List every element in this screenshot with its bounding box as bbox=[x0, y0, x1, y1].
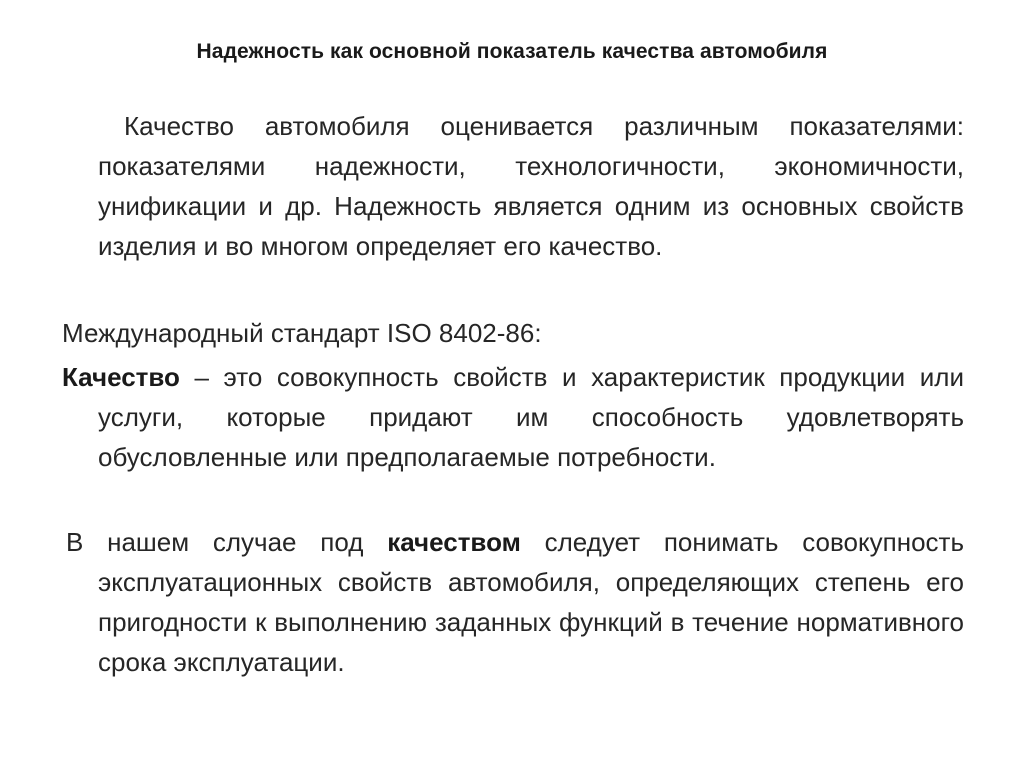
definition-term: Качество bbox=[62, 362, 180, 392]
definition-text: – это совокупность свойств и характеристик продукции или услуги, которые придают им способность удовлетворять обусловленные или предполагаемые потребности. bbox=[98, 362, 964, 472]
definition-paragraph bbox=[62, 357, 964, 477]
quality-text-before: В нашем случае под bbox=[66, 527, 388, 557]
intro-paragraph: Качество автомобиля оценивается различным показателями: показателями надежности, технологичности, экономичности, унификации и др. Надежность является одним из основных свойств изделия и во многом определяет его качество. bbox=[98, 111, 964, 261]
quality-paragraph bbox=[66, 522, 964, 682]
slide-title: Надежность как основной показатель качества автомобиля bbox=[196, 40, 828, 63]
quality-text-after: следует понимать совокупность эксплуатационных свойств автомобиля, определяющих степень его пригодности к выполнению заданных функций в течение нормативного срока эксплуатации. bbox=[98, 527, 964, 677]
standard-line: Международный стандарт ISO 8402-86: bbox=[62, 318, 542, 348]
quality-term: качеством bbox=[387, 527, 521, 557]
